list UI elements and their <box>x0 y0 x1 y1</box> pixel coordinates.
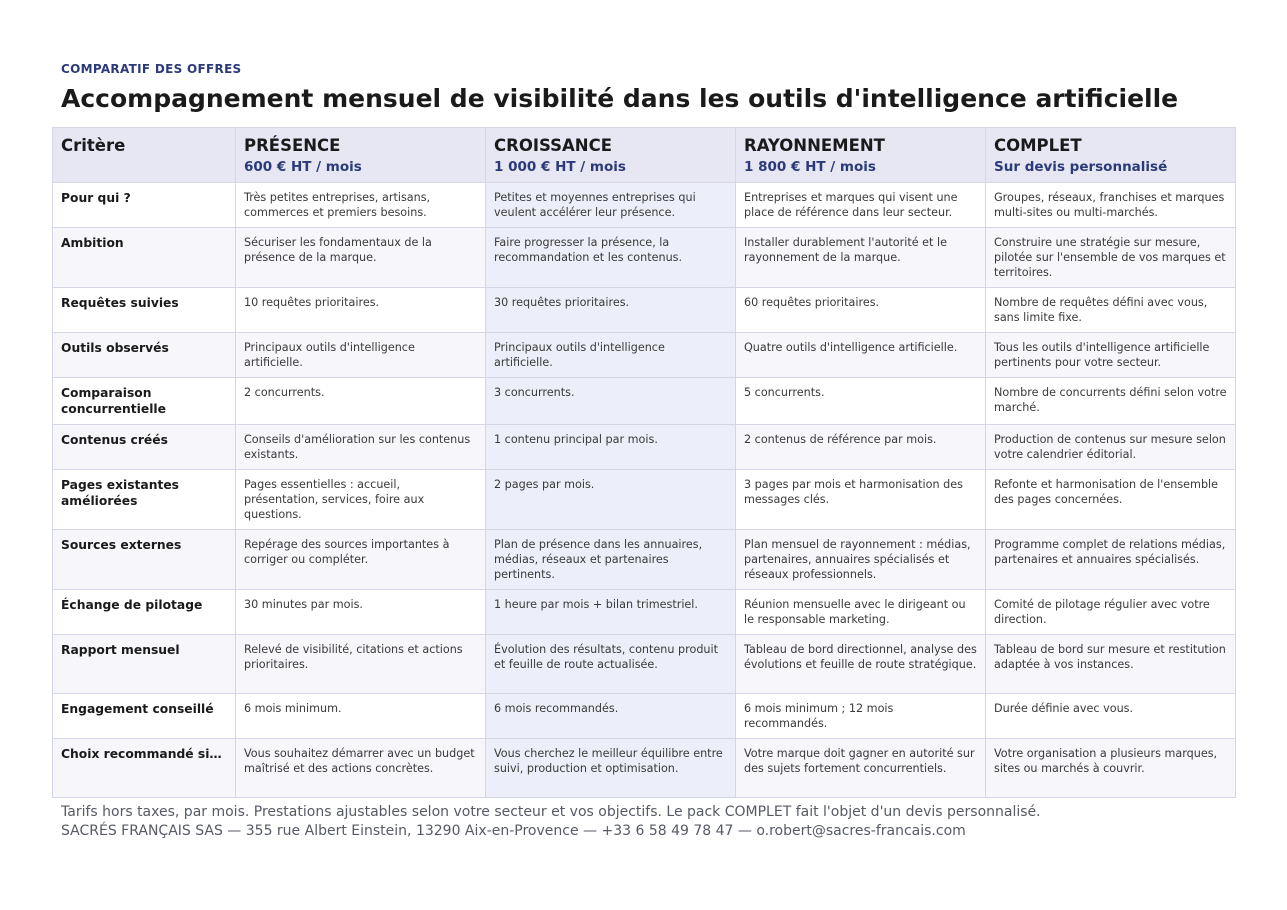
plan-cell: 1 contenu principal par mois. <box>486 425 736 470</box>
table-row <box>53 635 1236 694</box>
plan-name: COMPLET <box>994 136 1082 155</box>
table-row <box>53 530 1236 590</box>
row-criterion: Pages existantes améliorées <box>53 470 236 530</box>
plan-cell: Petites et moyennes entreprises qui veulent accélérer leur présence. <box>486 183 736 228</box>
plan-cell: Sécuriser les fondamentaux de la présence de la marque. <box>236 228 486 288</box>
plan-cell: Nombre de concurrents défini selon votre marché. <box>986 378 1236 425</box>
plan-cell: Votre marque doit gagner en autorité sur des sujets fortement concurrentiels. <box>736 739 986 798</box>
plan-cell: 5 concurrents. <box>736 378 986 425</box>
plan-cell: Repérage des sources importantes à corriger ou compléter. <box>236 530 486 590</box>
criterion-header-label: Critère <box>61 136 126 155</box>
plan-cell: Vous cherchez le meilleur équilibre entre suivi, production et optimisation. <box>486 739 736 798</box>
plan-header-croissance <box>486 128 736 183</box>
plan-name: PRÉSENCE <box>244 136 341 155</box>
plan-cell: Tableau de bord directionnel, analyse des évolutions et feuille de route stratégique. <box>736 635 986 694</box>
table-header-row <box>53 128 1236 183</box>
row-criterion: Sources externes <box>53 530 236 590</box>
row-criterion: Pour qui ? <box>53 183 236 228</box>
table-row <box>53 228 1236 288</box>
plan-cell: 30 minutes par mois. <box>236 590 486 635</box>
row-criterion: Ambition <box>53 228 236 288</box>
table-row <box>53 590 1236 635</box>
plan-cell: Conseils d'amélioration sur les contenus existants. <box>236 425 486 470</box>
plan-cell: 30 requêtes prioritaires. <box>486 288 736 333</box>
plan-cell: Votre organisation a plusieurs marques, sites ou marchés à couvrir. <box>986 739 1236 798</box>
table-row <box>53 470 1236 530</box>
page-title: Accompagnement mensuel de visibilité dans les outils d'intelligence artificielle <box>61 84 1179 113</box>
plan-cell: 3 concurrents. <box>486 378 736 425</box>
plan-price: Sur devis personnalisé <box>994 159 1168 175</box>
plan-cell: Très petites entreprises, artisans, commerces et premiers besoins. <box>236 183 486 228</box>
table-row <box>53 425 1236 470</box>
table-row <box>53 183 1236 228</box>
plan-cell: Tous les outils d'intelligence artificielle pertinents pour votre secteur. <box>986 333 1236 378</box>
plan-cell: Production de contenus sur mesure selon votre calendrier éditorial. <box>986 425 1236 470</box>
plan-cell: Évolution des résultats, contenu produit et feuille de route actualisée. <box>486 635 736 694</box>
plan-cell: Installer durablement l'autorité et le rayonnement de la marque. <box>736 228 986 288</box>
plan-cell: Quatre outils d'intelligence artificielle. <box>736 333 986 378</box>
footer-contact: SACRÉS FRANÇAIS SAS — 355 rue Albert Einstein, 13290 Aix-en-Provence — +33 6 58 49 78 47 — o.robert@sacres-francais.com <box>61 823 966 839</box>
row-criterion: Échange de pilotage <box>53 590 236 635</box>
plan-cell: Durée définie avec vous. <box>986 694 1236 739</box>
section-kicker: COMPARATIF DES OFFRES <box>61 62 242 76</box>
plan-cell: Nombre de requêtes défini avec vous, sans limite fixe. <box>986 288 1236 333</box>
table-row <box>53 739 1236 798</box>
plan-cell: Pages essentielles : accueil, présentation, services, foire aux questions. <box>236 470 486 530</box>
plan-cell: Vous souhaitez démarrer avec un budget maîtrisé et des actions concrètes. <box>236 739 486 798</box>
plan-cell: 60 requêtes prioritaires. <box>736 288 986 333</box>
plan-name: CROISSANCE <box>494 136 612 155</box>
row-criterion: Outils observés <box>53 333 236 378</box>
plan-cell: Plan mensuel de rayonnement : médias, partenaires, annuaires spécialisés et réseaux professionnels. <box>736 530 986 590</box>
plan-cell: 10 requêtes prioritaires. <box>236 288 486 333</box>
plan-cell: 6 mois minimum ; 12 mois recommandés. <box>736 694 986 739</box>
offers-comparison-table <box>52 127 1236 798</box>
plan-cell: Relevé de visibilité, citations et actions prioritaires. <box>236 635 486 694</box>
plan-cell: Réunion mensuelle avec le dirigeant ou le responsable marketing. <box>736 590 986 635</box>
row-criterion: Choix recommandé si… <box>53 739 236 798</box>
plan-cell: 2 contenus de référence par mois. <box>736 425 986 470</box>
plan-cell: 2 concurrents. <box>236 378 486 425</box>
plan-name: RAYONNEMENT <box>744 136 885 155</box>
plan-cell: Groupes, réseaux, franchises et marques multi-sites ou multi-marchés. <box>986 183 1236 228</box>
plan-cell: Tableau de bord sur mesure et restitution adaptée à vos instances. <box>986 635 1236 694</box>
plan-cell: Programme complet de relations médias, partenaires et annuaires spécialisés. <box>986 530 1236 590</box>
plan-cell: Plan de présence dans les annuaires, médias, réseaux et partenaires pertinents. <box>486 530 736 590</box>
plan-cell: Faire progresser la présence, la recommandation et les contenus. <box>486 228 736 288</box>
plan-cell: 3 pages par mois et harmonisation des messages clés. <box>736 470 986 530</box>
row-criterion: Rapport mensuel <box>53 635 236 694</box>
row-criterion: Comparaison concurrentielle <box>53 378 236 425</box>
table-row <box>53 288 1236 333</box>
plan-cell: Principaux outils d'intelligence artificielle. <box>486 333 736 378</box>
row-criterion: Engagement conseillé <box>53 694 236 739</box>
plan-price: 1 000 € HT / mois <box>494 159 626 175</box>
plan-cell: 1 heure par mois + bilan trimestriel. <box>486 590 736 635</box>
plan-price: 600 € HT / mois <box>244 159 362 175</box>
plan-cell: Principaux outils d'intelligence artificielle. <box>236 333 486 378</box>
plan-cell: 2 pages par mois. <box>486 470 736 530</box>
plan-cell: Construire une stratégie sur mesure, pilotée sur l'ensemble de vos marques et territoires. <box>986 228 1236 288</box>
plan-cell: 6 mois minimum. <box>236 694 486 739</box>
plan-cell: 6 mois recommandés. <box>486 694 736 739</box>
footer-note: Tarifs hors taxes, par mois. Prestations ajustables selon votre secteur et vos objectifs. Le pack COMPLET fait l'objet d'un devis personnalisé. <box>61 804 1041 820</box>
footer <box>61 803 1041 841</box>
plan-header-rayonnement <box>736 128 986 183</box>
row-criterion: Requêtes suivies <box>53 288 236 333</box>
table-row <box>53 378 1236 425</box>
plan-cell: Refonte et harmonisation de l'ensemble des pages concernées. <box>986 470 1236 530</box>
table-body <box>53 183 1236 798</box>
plan-header-presence <box>236 128 486 183</box>
table-row <box>53 333 1236 378</box>
row-criterion: Contenus créés <box>53 425 236 470</box>
plan-cell: Comité de pilotage régulier avec votre direction. <box>986 590 1236 635</box>
plan-cell: Entreprises et marques qui visent une place de référence dans leur secteur. <box>736 183 986 228</box>
table-row <box>53 694 1236 739</box>
criterion-column-header <box>53 128 236 183</box>
plan-price: 1 800 € HT / mois <box>744 159 876 175</box>
plan-header-complet <box>986 128 1236 183</box>
